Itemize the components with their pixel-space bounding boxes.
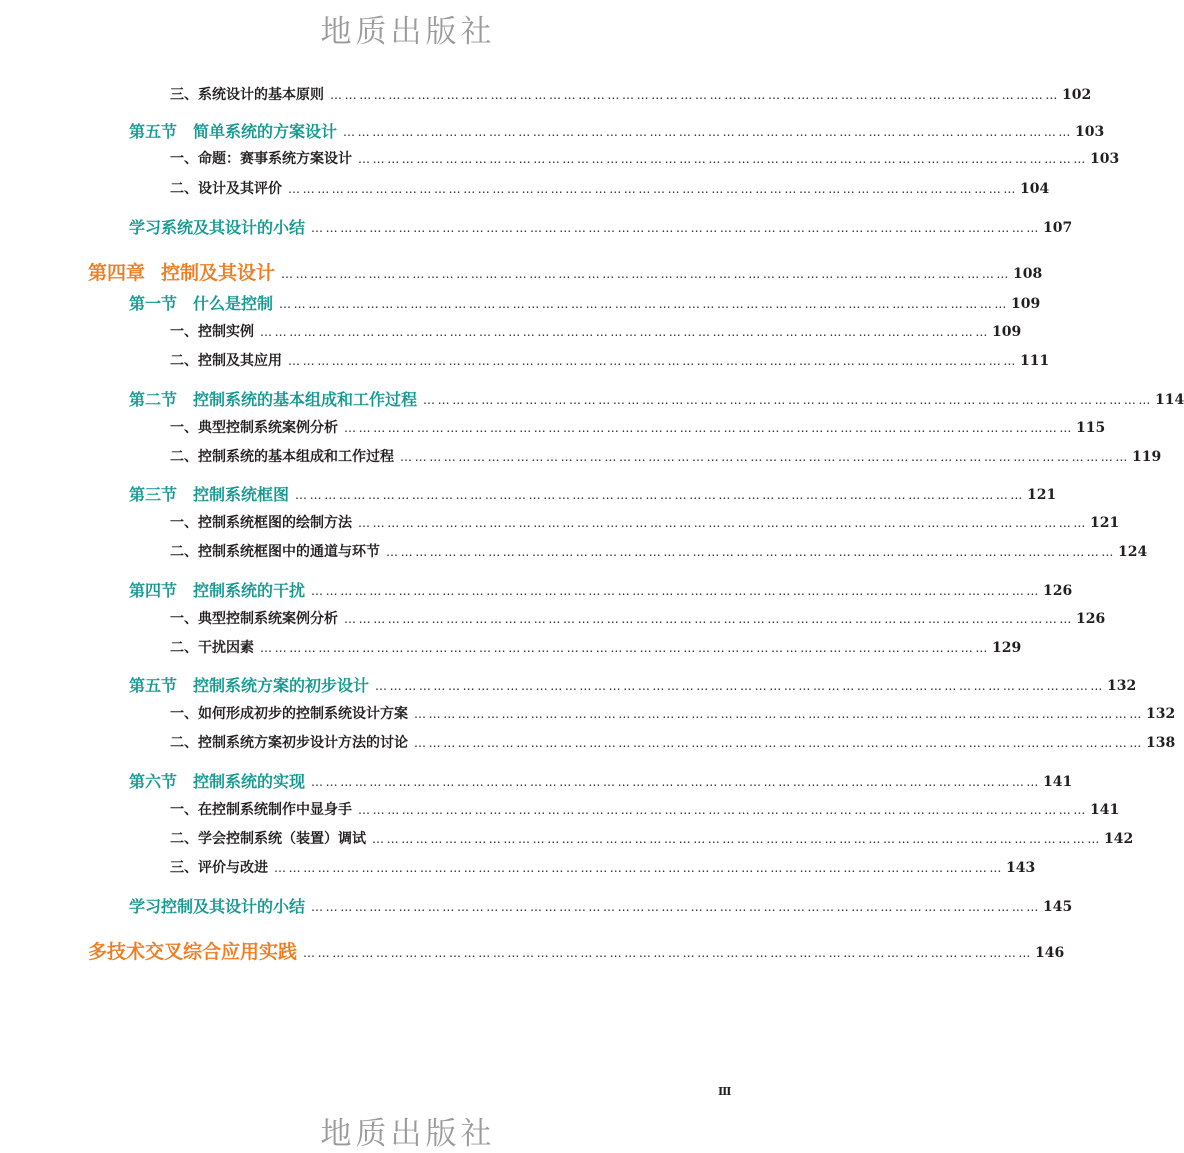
toc-chapter-entry bbox=[88, 262, 1043, 284]
toc-entry-title: 什么是控制 bbox=[193, 294, 274, 313]
toc-entry-number: 第二节 bbox=[129, 390, 178, 409]
toc-page-number: 109 bbox=[1011, 296, 1041, 312]
toc-section-entry bbox=[129, 294, 1041, 313]
toc-entry-title: 系统设计的基本原则 bbox=[198, 87, 324, 103]
toc-page-number: 132 bbox=[1107, 678, 1137, 694]
toc-entry-label bbox=[170, 707, 408, 721]
toc-entry-label bbox=[129, 899, 305, 915]
toc-entry-number: 第一节 bbox=[129, 294, 178, 313]
toc-entry-label bbox=[88, 943, 297, 962]
toc-page-number: 121 bbox=[1027, 487, 1057, 503]
toc-entry-number: 三、 bbox=[170, 860, 198, 876]
toc-page-number: 121 bbox=[1090, 515, 1120, 531]
toc-section-entry bbox=[129, 485, 1057, 504]
publisher-watermark-bottom: 地质出版社 bbox=[320, 1116, 496, 1152]
toc-entry-title: 简单系统的方案设计 bbox=[193, 122, 338, 141]
toc-subsection-entry bbox=[170, 860, 1036, 876]
toc-entry-label bbox=[170, 803, 352, 817]
toc-entry-title: 典型控制系统案例分析 bbox=[198, 611, 338, 627]
dot-leader: …………………………………………………………………………………………………………………………………… bbox=[274, 861, 1004, 875]
toc-entry-number: 三、 bbox=[170, 87, 198, 103]
toc-subsection-entry bbox=[170, 87, 1092, 103]
toc-entry-title: 控制系统方案的初步设计 bbox=[193, 676, 370, 695]
toc-entry-label bbox=[129, 774, 305, 790]
dot-leader: …………………………………………………………………………………………………………………………………… bbox=[311, 900, 1042, 914]
toc-entry-title: 控制及其应用 bbox=[198, 353, 282, 369]
toc-entry-title: 学习控制及其设计的小结 bbox=[129, 897, 306, 916]
toc-entry-label bbox=[129, 220, 305, 236]
dot-leader: …………………………………………………………………………………………………………………………………… bbox=[344, 612, 1074, 626]
dot-leader: …………………………………………………………………………………………………………………………………… bbox=[386, 545, 1116, 559]
toc-subsection-entry bbox=[170, 420, 1106, 436]
toc-entry-label bbox=[170, 641, 254, 655]
dot-leader: …………………………………………………………………………………………………………………………………… bbox=[311, 584, 1042, 598]
toc-entry-number: 第四节 bbox=[129, 581, 178, 600]
toc-page-number: 132 bbox=[1146, 706, 1176, 722]
toc-page-number: 138 bbox=[1146, 735, 1176, 751]
toc-entry-label bbox=[170, 832, 366, 846]
toc-entry-label bbox=[170, 450, 394, 464]
toc-entry-title: 控制系统框图中的通道与环节 bbox=[198, 544, 380, 560]
toc-page-number: 108 bbox=[1013, 265, 1043, 282]
toc-section-entry bbox=[129, 218, 1073, 237]
toc-page-number: 115 bbox=[1076, 420, 1106, 436]
dot-leader: …………………………………………………………………………………………………………………………………… bbox=[260, 325, 990, 339]
toc-entry-label bbox=[170, 325, 254, 339]
toc-entry-number: 一、 bbox=[170, 706, 198, 722]
toc-entry-title: 多技术交叉综合应用实践 bbox=[88, 941, 298, 963]
toc-entry-number: 一、 bbox=[170, 611, 198, 627]
toc-entry-title: 控制系统的干扰 bbox=[193, 581, 306, 600]
publisher-watermark-top: 地质出版社 bbox=[320, 14, 496, 50]
toc-page-number: 104 bbox=[1020, 181, 1050, 197]
toc-subsection-entry bbox=[170, 449, 1162, 465]
toc-entry-title: 如何形成初步的控制系统设计方案 bbox=[198, 706, 408, 722]
toc-entry-number: 一、 bbox=[170, 802, 198, 818]
toc-subsection-entry bbox=[170, 831, 1134, 847]
toc-subsection-entry bbox=[170, 353, 1050, 369]
toc-entry-label bbox=[129, 487, 289, 503]
toc-section-entry bbox=[129, 390, 1184, 409]
toc-page-number: 124 bbox=[1118, 544, 1148, 560]
toc-subsection-entry bbox=[170, 640, 1022, 656]
toc-page-number: 103 bbox=[1090, 151, 1120, 167]
dot-leader: …………………………………………………………………………………………………………………………………… bbox=[279, 297, 1010, 311]
toc-section-entry bbox=[129, 676, 1137, 695]
toc-entry-number: 第四章 bbox=[88, 262, 146, 284]
dot-leader: …………………………………………………………………………………………………………………………………… bbox=[375, 679, 1106, 693]
dot-leader: …………………………………………………………………………………………………………………………………… bbox=[372, 832, 1102, 846]
toc-entry-number: 二、 bbox=[170, 181, 198, 197]
toc-entry-number: 第三节 bbox=[129, 485, 178, 504]
toc-entry-label bbox=[129, 678, 369, 694]
toc-subsection-entry bbox=[170, 802, 1120, 818]
toc-page-number: 141 bbox=[1043, 774, 1073, 790]
toc-entry-label bbox=[129, 583, 305, 599]
toc-entry-title: 评价与改进 bbox=[198, 860, 268, 876]
dot-leader: …………………………………………………………………………………………………………………………………… bbox=[281, 266, 1012, 281]
toc-entry-label bbox=[170, 152, 352, 166]
toc-entry-number: 第五节 bbox=[129, 122, 178, 141]
toc-entry-number: 二、 bbox=[170, 544, 198, 560]
dot-leader: …………………………………………………………………………………………………………………………………… bbox=[414, 736, 1144, 750]
dot-leader: …………………………………………………………………………………………………………………………………… bbox=[423, 393, 1154, 407]
toc-entry-number: 二、 bbox=[170, 353, 198, 369]
toc-subsection-entry bbox=[170, 515, 1120, 531]
toc-entry-label bbox=[88, 264, 275, 283]
toc-section-entry bbox=[129, 772, 1073, 791]
toc-entry-number: 二、 bbox=[170, 735, 198, 751]
toc-entry-number: 第五节 bbox=[129, 676, 178, 695]
toc-entry-title: 控制系统的基本组成和工作过程 bbox=[198, 449, 394, 465]
toc-page-number: 111 bbox=[1020, 353, 1050, 369]
dot-leader: …………………………………………………………………………………………………………………………………… bbox=[288, 182, 1018, 196]
toc-entry-title: 学习系统及其设计的小结 bbox=[129, 218, 306, 237]
toc-entry-label bbox=[170, 516, 352, 530]
toc-page-number: 141 bbox=[1090, 802, 1120, 818]
toc-entry-number: 二、 bbox=[170, 640, 198, 656]
toc-entry-label bbox=[129, 124, 337, 140]
toc-entry-title: 控制系统框图 bbox=[193, 485, 290, 504]
toc-entry-label bbox=[129, 392, 417, 408]
toc-entry-label bbox=[170, 88, 324, 102]
toc-page-number: 143 bbox=[1006, 860, 1036, 876]
toc-entry-title: 控制系统框图的绘制方法 bbox=[198, 515, 352, 531]
toc-subsection-entry bbox=[170, 706, 1176, 722]
toc-subsection-entry bbox=[170, 181, 1050, 197]
dot-leader: …………………………………………………………………………………………………………………………………… bbox=[358, 516, 1088, 530]
toc-entry-label bbox=[170, 421, 338, 435]
dot-leader: …………………………………………………………………………………………………………………………………… bbox=[343, 125, 1074, 139]
dot-leader: …………………………………………………………………………………………………………………………………… bbox=[311, 221, 1042, 235]
toc-chapter-entry bbox=[88, 941, 1065, 963]
toc-entry-number: 二、 bbox=[170, 449, 198, 465]
toc-entry-title: 控制及其设计 bbox=[161, 262, 276, 284]
toc-page-number: 126 bbox=[1076, 611, 1106, 627]
toc-entry-number: 二、 bbox=[170, 831, 198, 847]
toc-subsection-entry bbox=[170, 611, 1106, 627]
toc-entry-title: 控制系统方案初步设计方法的讨论 bbox=[198, 735, 408, 751]
toc-entry-label bbox=[170, 182, 282, 196]
page-number: Ⅲ bbox=[718, 1085, 732, 1098]
toc-page-number: 102 bbox=[1062, 87, 1092, 103]
toc-entry-title: 控制实例 bbox=[198, 324, 254, 340]
toc-entry-title: 干扰因素 bbox=[198, 640, 254, 656]
toc-page-number: 103 bbox=[1075, 124, 1105, 140]
toc-page-number: 126 bbox=[1043, 583, 1073, 599]
toc-page-number: 107 bbox=[1043, 220, 1073, 236]
toc-entry-title: 控制系统的实现 bbox=[193, 772, 306, 791]
toc-subsection-entry bbox=[170, 735, 1176, 751]
dot-leader: …………………………………………………………………………………………………………………………………… bbox=[330, 88, 1060, 102]
toc-page-number: 145 bbox=[1043, 899, 1073, 915]
toc-subsection-entry bbox=[170, 544, 1148, 560]
dot-leader: …………………………………………………………………………………………………………………………………… bbox=[358, 803, 1088, 817]
dot-leader: …………………………………………………………………………………………………………………………………… bbox=[344, 421, 1074, 435]
toc-entry-label bbox=[170, 861, 268, 875]
toc-entry-title: 典型控制系统案例分析 bbox=[198, 420, 338, 436]
toc-entry-number: 一、 bbox=[170, 151, 198, 167]
toc-entry-title: 控制系统的基本组成和工作过程 bbox=[193, 390, 418, 409]
toc-page-number: 109 bbox=[992, 324, 1022, 340]
toc-page-number: 114 bbox=[1155, 392, 1184, 408]
toc-section-entry bbox=[129, 897, 1073, 916]
toc-entry-label bbox=[170, 612, 338, 626]
toc-entry-title: 设计及其评价 bbox=[198, 181, 282, 197]
toc-entry-label bbox=[170, 354, 282, 368]
dot-leader: …………………………………………………………………………………………………………………………………… bbox=[303, 945, 1034, 960]
toc-entry-number: 第六节 bbox=[129, 772, 178, 791]
dot-leader: …………………………………………………………………………………………………………………………………… bbox=[295, 488, 1026, 502]
toc-subsection-entry bbox=[170, 151, 1120, 167]
toc-entry-title: 在控制系统制作中显身手 bbox=[198, 802, 352, 818]
dot-leader: …………………………………………………………………………………………………………………………………… bbox=[358, 152, 1088, 166]
dot-leader: …………………………………………………………………………………………………………………………………… bbox=[260, 641, 990, 655]
toc-subsection-entry bbox=[170, 324, 1022, 340]
toc-entry-number: 一、 bbox=[170, 420, 198, 436]
dot-leader: …………………………………………………………………………………………………………………………………… bbox=[400, 450, 1130, 464]
toc-entry-title: 命题：赛事系统方案设计 bbox=[198, 151, 352, 167]
toc-section-entry bbox=[129, 122, 1105, 141]
toc-page-number: 142 bbox=[1104, 831, 1134, 847]
toc-entry-label bbox=[170, 736, 408, 750]
toc-page-number: 129 bbox=[992, 640, 1022, 656]
toc-entry-number: 一、 bbox=[170, 515, 198, 531]
dot-leader: …………………………………………………………………………………………………………………………………… bbox=[311, 775, 1042, 789]
toc-page-number: 146 bbox=[1035, 944, 1065, 961]
toc-entry-label bbox=[129, 296, 273, 312]
toc-entry-title: 学会控制系统（装置）调试 bbox=[198, 831, 366, 847]
toc-section-entry bbox=[129, 581, 1073, 600]
dot-leader: …………………………………………………………………………………………………………………………………… bbox=[414, 707, 1144, 721]
toc-page-number: 119 bbox=[1132, 449, 1162, 465]
toc-entry-number: 一、 bbox=[170, 324, 198, 340]
dot-leader: …………………………………………………………………………………………………………………………………… bbox=[288, 354, 1018, 368]
toc-entry-label bbox=[170, 545, 380, 559]
